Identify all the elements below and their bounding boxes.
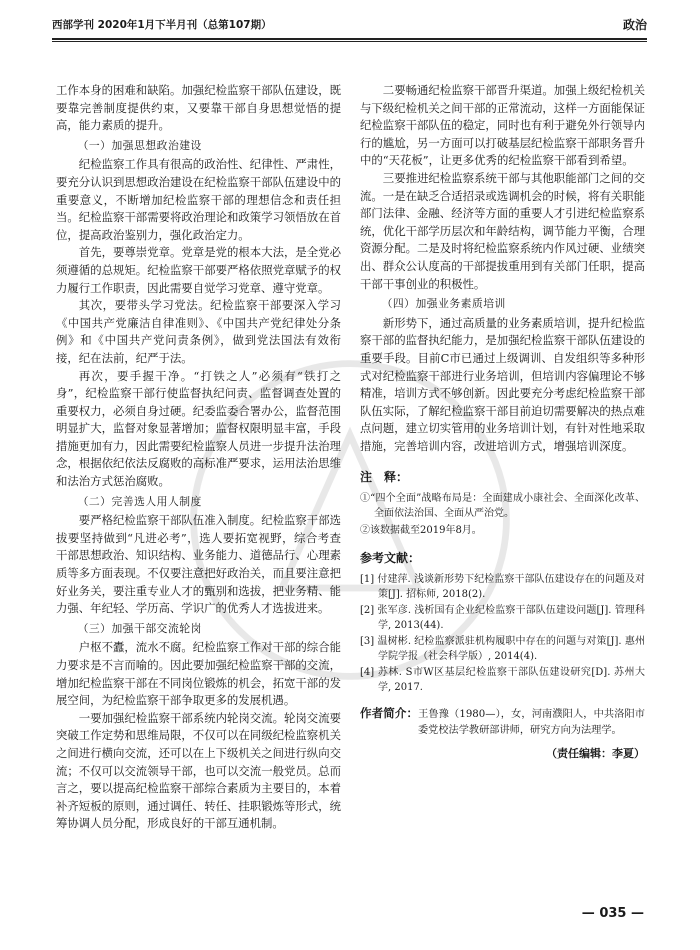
note-item: ①“四个全面”战略布局是：全面建成小康社会、全面深化改革、全面依法治国、全面从严治党。 <box>360 493 645 520</box>
section-label: 政治 <box>622 18 647 32</box>
body-paragraph: 户枢不蠹，流水不腐。纪检监察工作对干部的综合能力要求是不言而喻的。因此要加强纪检监察干部的交流，增加纪检监察干部在不同岗位锻炼的机会，拓宽干部的发展空间，为纪检监察干部争取更多的发展机遇。 <box>56 640 341 708</box>
body-paragraph: 纪检监察工作具有很高的政治性、纪律性、严肃性，要充分认识到思想政治建设在纪检监察干部队伍建设中的重要意义，不断增加纪检监察干部的理想信念和责任担当。纪检监察干部需要将政治理论和政策学习领悟放在首位，提高政治鉴别力，强化政治定力。 <box>56 157 341 242</box>
body-paragraph: 工作本身的困难和缺陷。加强纪检监察干部队伍建设，既要靠完善制度提供约束，又要靠干部自身思想觉悟的提高，能力素质的提升。 <box>56 83 341 133</box>
notes-title: 注 释： <box>360 470 409 485</box>
section-heading: （三）加强干部交流轮岗 <box>77 621 202 635</box>
references-list <box>360 572 645 695</box>
body-paragraph: 一要加强纪检监察干部系统内轮岗交流。轮岗交流要突破工作定势和思维局限，不仅可以在同级纪检监察机关之间进行横向交流，还可以在上下级机关之间进行纵向交流；不仅可以交流领导干部，也可以交流一般党员。总而言之，要以提高纪检监察干部综合素质为主要目的，本着补齐短板的原则，通过调任、转任、挂职锻炼等形式，统筹协调人员分配，形成良好的干部互通机制。 <box>56 710 341 831</box>
section-heading: （二）完善选人用人制度 <box>77 494 202 508</box>
author-label: 作者简介： <box>360 705 419 720</box>
body-paragraph: 要严格纪检监察干部队伍准入制度。纪检监察干部选拔要坚持做到“凡进必考”，选人要拓宽视野，综合考查干部思想政治、知识结构、业务能力、道德品行、心理素质等多方面表现。不仅要注意把好政治关，而且要注意把好业务关，要注重专业人才的甄别和选拔，把业务精、能力强、年纪轻、学历高、学识广的优秀人才选拔进来。 <box>56 513 341 616</box>
journal-title: 西部学刊 2020年1月下半月刊（总第107期） <box>52 19 272 31</box>
section-heading: （一）加强思想政治建设 <box>77 138 202 152</box>
responsible-editor: （责任编辑：李夏） <box>546 746 645 760</box>
author-text: 王鲁豫（1980—），女，河南濮阳人，中共洛阳市委党校法学教研部讲师，研究方向为法理学。 <box>418 708 645 736</box>
right-column <box>360 82 645 762</box>
reference-item: [1] 付建萍. 浅谈新形势下纪检监察干部队伍建设存在的问题及对策[J]. 招标师, 2018(2). <box>360 573 645 600</box>
body-paragraph: 再次，要手握干净。“打铁之人”必须有“铁打之身”，纪检监察干部行使监督执纪问责、监督调查处置的重要权力，必须自身过硬。纪委监委合署办公，监督范围明显扩大，监督对象显著增加；监督权限明显丰富，手段措施更加有力，因此需要纪检监察人员进一步提升法治理念，根据依纪依法反腐败的高标准严要求，运用法治思维和法治方式惩治腐败。 <box>56 368 341 489</box>
reference-item: [4] 苏林. S市W区基层纪检监察干部队伍建设研究[D]. 苏州大学, 2017. <box>360 666 645 693</box>
body-paragraph: 首先，要尊崇党章。党章是党的根本大法，是全党必须遵循的总规矩。纪检监察干部要严格依照党章赋予的权力履行工作职责，因此需要自觉学习党章、遵守党章。 <box>56 245 341 295</box>
body-paragraph: 三要推进纪检监察系统干部与其他职能部门之间的交流。一是在缺乏合适招录或选调机会的时候，将有关职能部门法律、金融、经济等方面的重要人才引进纪检监察系统，优化干部学历层次和年龄结构，调节能力平衡，合理资源分配。二是及时将纪检监察系统内作风过硬、业绩突出、群众公认度高的干部提拔重用到有关部门任职，提高干部干事创业的积极性。 <box>360 170 645 291</box>
body-paragraph: 二要畅通纪检监察干部晋升渠道。加强上级纪检机关与下级纪检机关之间干部的正常流动，这样一方面能保证纪检监察干部队伍的稳定，同时也有利于避免外行领导内行的尴尬，另一方面可以打破基层纪检监察干部职务晋升中的“天花板”，让更多优秀的纪检监察干部看到希望。 <box>360 83 645 168</box>
page-number: — 035 — <box>581 906 644 921</box>
reference-item: [3] 温树彬. 纪检监察派驻机构履职中存在的问题与对策[J]. 惠州学院学报（社会科学版）, 2014(4). <box>360 635 645 662</box>
author-bio <box>360 705 645 739</box>
running-header <box>52 14 647 36</box>
right-body <box>360 82 645 455</box>
notes-list <box>360 491 645 538</box>
left-column <box>56 82 341 833</box>
reference-item: [2] 张军彦. 浅析国有企业纪检监察干部队伍建设问题[J]. 管理科学, 2013(44). <box>360 604 645 631</box>
header-rule-thin <box>52 41 647 42</box>
section-heading: （四）加强业务素质培训 <box>381 297 506 311</box>
references-title: 参考文献： <box>360 551 421 566</box>
body-paragraph: 新形势下，通过高质量的业务素质培训，提升纪检监察干部的监督执纪能力，是加强纪检监察干部队伍建设的重要手段。目前C市已通过上级调训、自发组织等多种形式对纪检监察干部进行业务培训，但培训内容偏理论不够精准，培训方式不够创新。因此要充分考虑纪检监察干部队伍实际，了解纪检监察干部目前迫切需要解决的热点难点问题，建立切实管用的业务培训计划，有针对性地采取措施，完善培训内容，改进培训方式，增强培训深度。 <box>360 315 645 453</box>
header-rule <box>52 38 647 40</box>
note-item: ②该数据截至2019年8月。 <box>360 525 482 537</box>
body-paragraph: 其次，要带头学习党法。纪检监察干部要深入学习《中国共产党廉洁自律准则》、《中国共产党纪律处分条例》和《中国共产党问责条例》，做到党法国法有效衔接，纪在法前，纪严于法。 <box>56 298 341 365</box>
